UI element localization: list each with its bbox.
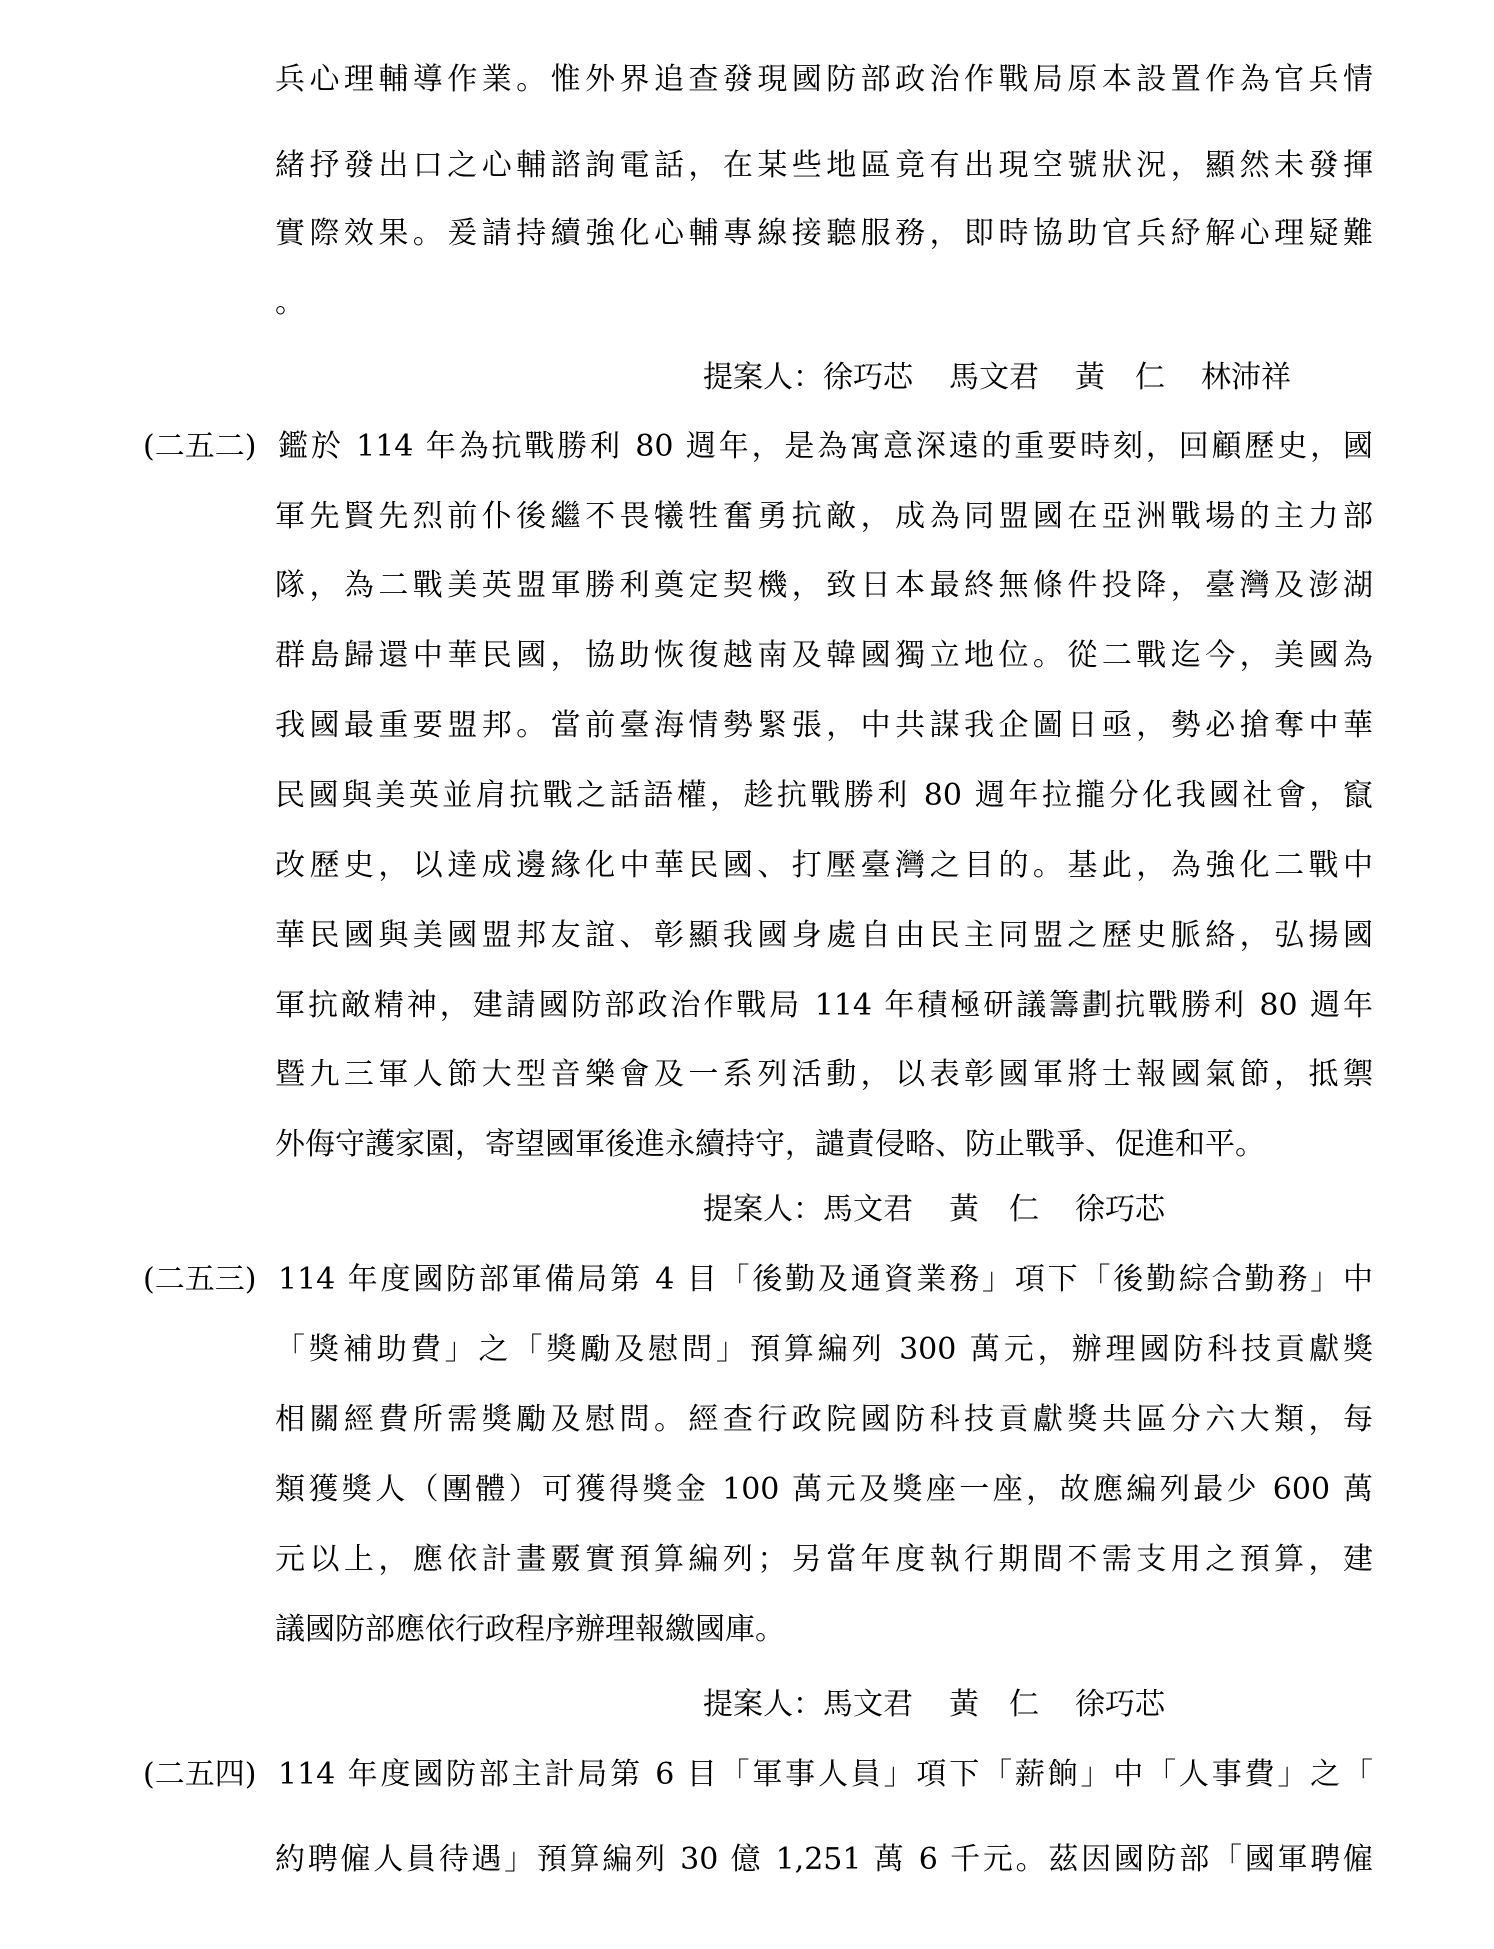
proposer-name: 徐巧芯 xyxy=(1075,1192,1165,1227)
intro-proposer-line xyxy=(703,358,1291,398)
item-line: 類獲獎人（團體）可獲得獎金 100 萬元及獎座一座，故應編列最少 600 萬 xyxy=(275,1472,1373,1507)
item-proposer-line xyxy=(703,1190,1165,1230)
proposer-label: 提案人： xyxy=(703,1687,823,1722)
proposer-names xyxy=(823,1192,1165,1227)
item-proposer-line xyxy=(703,1685,1165,1725)
proposer-label: 提案人： xyxy=(703,1192,823,1227)
proposer-name: 徐巧芯 xyxy=(823,360,913,395)
intro-line-4: 。 xyxy=(275,285,305,320)
proposer-name: 馬文君 xyxy=(949,360,1039,395)
proposer-name: 黃 仁 xyxy=(949,1687,1039,1722)
item-line: 群島歸還中華民國，協助恢復越南及韓國獨立地位。從二戰迄今，美國為 xyxy=(275,638,1373,673)
item-line: 約聘僱人員待遇」預算編列 30 億 1,251 萬 6 千元。茲因國防部「國軍聘僱 xyxy=(275,1842,1373,1877)
item-line: 相關經費所需獎勵及慰問。經查行政院國防科技貢獻獎共區分六大類，每 xyxy=(275,1402,1373,1437)
intro-line-3: 實際效果。爰請持續強化心輔專線接聽服務，即時協助官兵紓解心理疑難 xyxy=(275,216,1373,251)
item-line: 114 年度國防部軍備局第 4 目「後勤及通資業務」項下「後勤綜合勤務」中 xyxy=(278,1262,1373,1297)
proposer-name: 馬文君 xyxy=(823,1192,913,1227)
item-number: (二五三) xyxy=(143,1262,257,1297)
item-line: 114 年度國防部主計局第 6 目「軍事人員」項下「薪餉」中「人事費」之「 xyxy=(278,1757,1373,1792)
item-line: 元以上，應依計畫覈實預算編列；另當年度執行期間不需支用之預算，建 xyxy=(275,1542,1373,1577)
item-line: 隊，為二戰美英盟軍勝利奠定契機，致日本最終無條件投降，臺灣及澎湖 xyxy=(275,568,1373,603)
proposer-name: 黃 仁 xyxy=(949,1192,1039,1227)
intro-line-1: 兵心理輔導作業。惟外界追查發現國防部政治作戰局原本設置作為官兵情 xyxy=(275,62,1373,97)
item-line: 議國防部應依行政程序辦理報繳國庫。 xyxy=(275,1612,785,1647)
item-line: 我國最重要盟邦。當前臺海情勢緊張，中共謀我企圖日亟，勢必搶奪中華 xyxy=(275,708,1373,743)
proposer-name: 林沛祥 xyxy=(1201,360,1291,395)
item-line: 軍抗敵精神，建請國防部政治作戰局 114 年積極研議籌劃抗戰勝利 80 週年 xyxy=(275,988,1373,1023)
item-number: (二五四) xyxy=(143,1757,257,1792)
item-line: 改歷史，以達成邊緣化中華民國、打壓臺灣之目的。基此，為強化二戰中 xyxy=(275,848,1373,883)
item-line: 軍先賢先烈前仆後繼不畏犧牲奮勇抗敵，成為同盟國在亞洲戰場的主力部 xyxy=(275,499,1373,534)
item-line: 「獎補助費」之「獎勵及慰問」預算編列 300 萬元，辦理國防科技貢獻獎 xyxy=(275,1332,1373,1367)
proposer-name: 黃 仁 xyxy=(1075,360,1165,395)
item-number: (二五二) xyxy=(143,429,257,464)
item-line: 暨九三軍人節大型音樂會及一系列活動，以表彰國軍將士報國氣節，抵禦 xyxy=(275,1057,1373,1092)
proposer-name: 馬文君 xyxy=(823,1687,913,1722)
item-line: 外侮守護家園，寄望國軍後進永續持守，譴責侵略、防止戰爭、促進和平。 xyxy=(275,1127,1265,1162)
item-line: 華民國與美國盟邦友誼、彰顯我國身處自由民主同盟之歷史脈絡，弘揚國 xyxy=(275,918,1373,953)
proposer-names xyxy=(823,1687,1165,1722)
item-line: 民國與美英並肩抗戰之話語權，趁抗戰勝利 80 週年拉攏分化我國社會，竄 xyxy=(275,778,1373,813)
proposer-label: 提案人： xyxy=(703,360,823,395)
proposer-names xyxy=(823,360,1291,395)
proposer-name: 徐巧芯 xyxy=(1075,1687,1165,1722)
item-line: 鑑於 114 年為抗戰勝利 80 週年，是為寓意深遠的重要時刻，回顧歷史，國 xyxy=(278,429,1373,464)
intro-line-2: 緒抒發出口之心輔諮詢電話，在某些地區竟有出現空號狀況，顯然未發揮 xyxy=(275,148,1373,183)
